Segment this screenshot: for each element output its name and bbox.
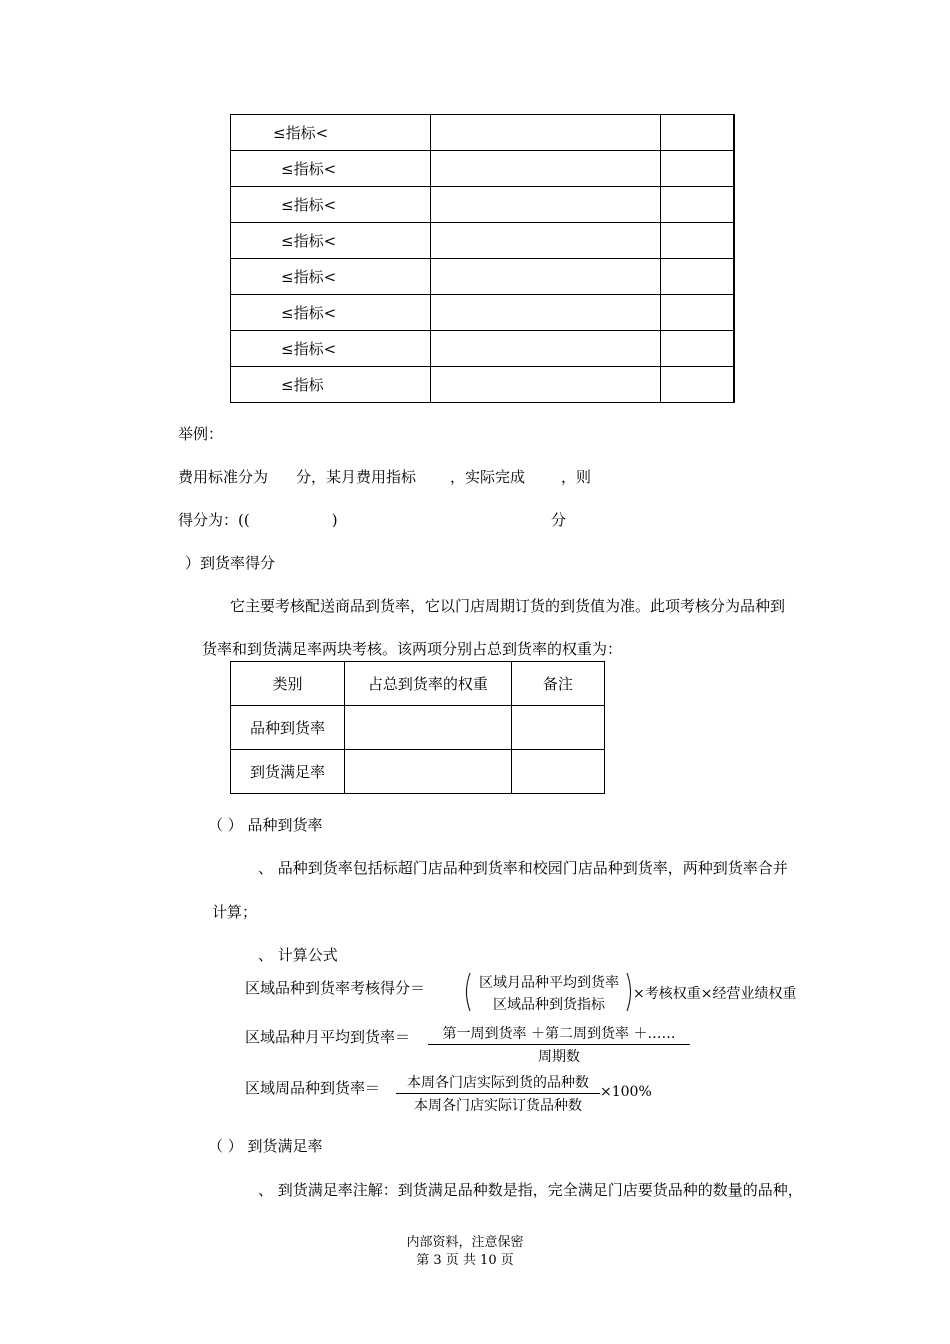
delivery-paragraph-line-2: 货率和到货满足率两块考核。该两项分别占总到货率的权重为： [202, 640, 623, 658]
weight-table-cell [511, 706, 604, 750]
score-range-cell-score [661, 367, 734, 403]
score-range-cell-range: ≤指标< [231, 187, 431, 223]
footer-page-number: 第 3 页 共 10 页 [416, 1253, 514, 1268]
example-line-2 [178, 509, 338, 530]
score-range-cell-range: ≤指标< [231, 331, 431, 367]
weight-table-header-cell: 备注 [511, 662, 604, 706]
variety-item-1-line-2: 计算； [212, 903, 258, 921]
score-range-cell-score [661, 151, 734, 187]
weight-table-cell [511, 750, 604, 794]
example-line-2-b: ) [331, 511, 338, 529]
score-range-cell-range: ≤指标< [231, 115, 431, 151]
score-range-row [231, 367, 735, 403]
fulfill-heading: （ ） 到货满足率 [208, 1137, 323, 1155]
weight-table-cell [345, 706, 512, 750]
weight-table-row [231, 750, 605, 794]
weight-table-header-row [231, 662, 605, 706]
formula-1-denominator: 区域品种到货指标 [493, 997, 605, 1013]
formula-1-fraction [470, 972, 628, 1014]
score-range-cell-desc [430, 295, 660, 331]
formula-3-denominator: 本周各门店实际订货品种数 [414, 1098, 582, 1114]
score-range-row [231, 223, 735, 259]
score-range-cell-desc [430, 151, 660, 187]
score-range-cell-range: ≤指标< [231, 151, 431, 187]
score-range-cell-desc [430, 259, 660, 295]
formula-1-right: ×考核权重×经营业绩权重 [633, 986, 797, 1002]
formula-3-right: ×100% [600, 1084, 652, 1100]
formula-3-numerator: 本周各门店实际到货的品种数 [396, 1072, 600, 1094]
score-range-cell-desc [430, 367, 660, 403]
example-line-1-a: 费用标准分为 [178, 468, 269, 486]
score-range-cell-desc [430, 187, 660, 223]
score-range-cell-range: ≤指标< [231, 223, 431, 259]
variety-item-1-line-1: 、 品种到货率包括标超门店品种到货率和校园门店品种到货率，两种到货率合并 [258, 859, 788, 877]
delivery-heading: ）到货率得分 [185, 554, 276, 572]
example-line-1-d: ，则 [561, 468, 592, 486]
score-range-cell-range: ≤指标< [231, 259, 431, 295]
weight-table [230, 661, 605, 794]
weight-table-cell: 到货满足率 [231, 750, 345, 794]
score-range-cell-score [661, 331, 734, 367]
score-range-cell-desc [430, 115, 660, 151]
weight-table-header-cell: 类别 [231, 662, 345, 706]
formula-1-numerator: 区域月品种平均到货率 [479, 975, 619, 991]
score-range-row [231, 331, 735, 367]
variety-heading: （ ） 品种到货率 [208, 816, 323, 834]
score-range-cell-score [661, 295, 734, 331]
formula-1-left: 区域品种到货率考核得分＝ [245, 979, 426, 997]
variety-item-2: 、 计算公式 [258, 946, 338, 964]
example-line-1 [178, 466, 591, 487]
score-range-cell-desc [430, 331, 660, 367]
example-line-2-a: 得分为：(( [178, 511, 250, 529]
fulfill-item-1: 、 到货满足率注解：到货满足品种数是指，完全满足门店要货品种的数量的品种， [258, 1181, 803, 1199]
score-range-row [231, 115, 735, 151]
formula-2-denominator: 周期数 [538, 1049, 580, 1065]
score-range-cell-score [661, 187, 734, 223]
formula-2-fraction [428, 1023, 690, 1066]
score-range-cell-desc [430, 223, 660, 259]
score-range-row [231, 151, 735, 187]
score-range-cell-score [661, 259, 734, 295]
score-range-row [231, 295, 735, 331]
example-label: 举例： [178, 425, 224, 443]
weight-table-cell: 品种到货率 [231, 706, 345, 750]
example-line-1-c: ，实际完成 [450, 468, 526, 486]
score-range-table [230, 114, 735, 403]
weight-table-cell [345, 750, 512, 794]
example-line-2-unit: 分 [551, 511, 567, 529]
formula-3-fraction [396, 1072, 600, 1115]
score-range-row [231, 259, 735, 295]
formula-2-left: 区域品种月平均到货率＝ [245, 1028, 411, 1046]
footer-confidential: 内部资料，注意保密 [406, 1235, 524, 1250]
formula-3-left: 区域周品种到货率＝ [245, 1079, 381, 1097]
example-line-1-b: 分，某月费用指标 [296, 468, 417, 486]
score-range-row [231, 187, 735, 223]
delivery-paragraph-line-1: 它主要考核配送商品到货率，它以门店周期订货的到货值为准。此项考核分为品种到 [230, 597, 786, 615]
score-range-cell-range: ≤指标 [231, 367, 431, 403]
formula-2-numerator: 第一周到货率 ＋第二周到货率 ＋…… [428, 1023, 690, 1045]
score-range-cell-score [661, 223, 734, 259]
score-range-cell-range: ≤指标< [231, 295, 431, 331]
weight-table-row [231, 706, 605, 750]
weight-table-header-cell: 占总到货率的权重 [345, 662, 512, 706]
score-range-cell-score [661, 115, 734, 151]
